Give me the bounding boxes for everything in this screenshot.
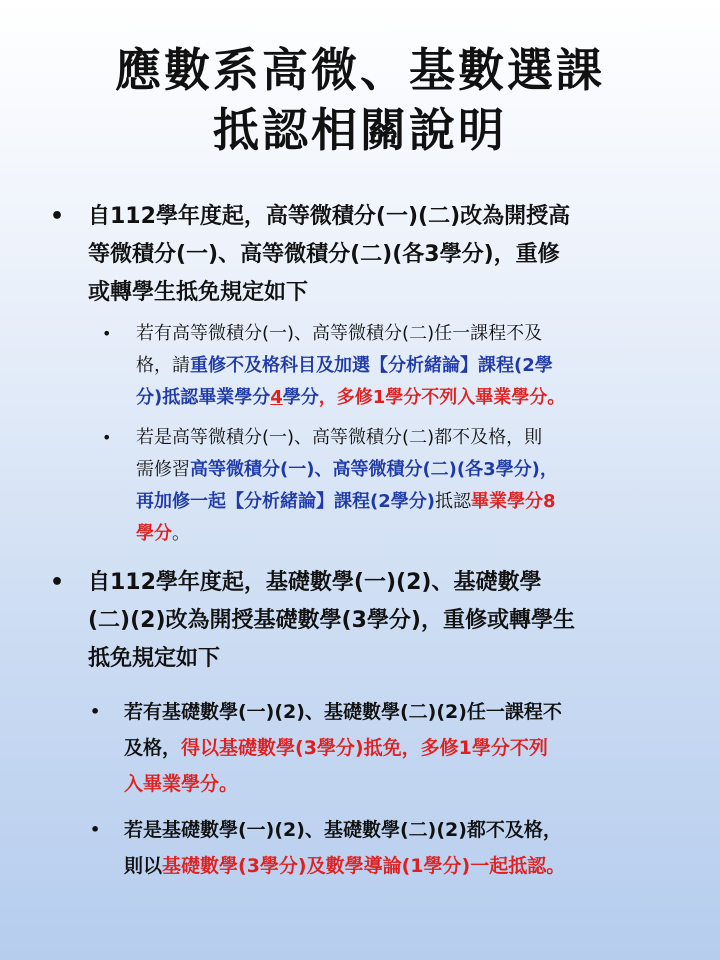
section2-item2 (90, 812, 684, 884)
s1i2-line3 (136, 486, 696, 518)
s1i2-line1: 若是高等微積分(一)、高等微積分(二)都不及格，則 (136, 427, 543, 448)
bullet-dot: • (50, 204, 65, 229)
s1i2-red-note: 畢業學分8 (470, 491, 556, 512)
s1i2-text: 抵認 (434, 491, 471, 512)
section1-item2 (102, 422, 696, 550)
s1i1-credit-number: 4 (270, 387, 283, 408)
s1i1-line2 (136, 350, 696, 382)
s1i2-highlight: 高等微積分(一)、高等微積分(二)(各3學分)， (190, 459, 558, 480)
title-line-1: 應數系高微、基數選課 (115, 43, 605, 97)
s2i2-text: 則以 (124, 855, 163, 877)
s1i1-highlight: 分)抵認畢業學分 (136, 387, 271, 408)
s2i2-line2 (124, 848, 684, 884)
title-line-2: 抵認相關說明 (213, 103, 507, 157)
s1i1-highlight: 重修不及格科目及加選【分析緒論】課程(2學 (190, 355, 553, 376)
section2-heading (50, 564, 688, 678)
s1i2-line2 (136, 454, 696, 486)
s1i1-highlight: 學分 (282, 387, 319, 408)
bullet-dot: • (90, 702, 101, 721)
s2i1-text: 及格， (124, 737, 182, 759)
section1-heading-line2: 等微積分(一)、高等微積分(二)(各3學分)，重修 (88, 242, 560, 267)
s2i1-line1: 若有基礎數學(一)(2)、基礎數學(二)(2)任一課程不 (124, 701, 562, 723)
s1i1-line1: 若有高等微積分(一)、高等微積分(二)任一課程不及 (136, 323, 543, 344)
s2i2-red-note: 基礎數學(3學分)及數學導論(1學分)一起抵認。 (162, 855, 566, 877)
s2i1-red-note: 得以基礎數學(3學分)抵免，多修1學分不列 (181, 737, 548, 759)
page-title (0, 40, 720, 160)
section1-heading (50, 198, 688, 312)
s1i2-text: 。 (172, 523, 190, 544)
bullet-dot: • (102, 428, 112, 447)
s1i2-highlight: 再加修一起【分析緒論】課程(2學分) (136, 491, 435, 512)
section2-item1 (90, 694, 684, 802)
section1-heading-line3: 或轉學生抵免規定如下 (88, 280, 309, 305)
section2-heading-line2: (二)(2)改為開授基礎數學(3學分)，重修或轉學生 (88, 608, 575, 633)
s2i2-line1: 若是基礎數學(一)(2)、基礎數學(二)(2)都不及格， (124, 819, 562, 841)
s1i1-text: 格，請 (136, 355, 190, 376)
section1-heading-line1: 自112學年度起，高等微積分(一)(二)改為開授高 (88, 204, 571, 229)
section2-heading-line3: 抵免規定如下 (88, 646, 221, 671)
s1i2-red-note: 學分 (136, 523, 172, 544)
s1i2-line4 (136, 518, 696, 550)
bullet-dot: • (90, 820, 101, 839)
section2-heading-line1: 自112學年度起，基礎數學(一)(2)、基礎數學 (88, 570, 542, 595)
bullet-dot: • (50, 570, 65, 595)
s1i2-text: 需修習 (136, 459, 190, 480)
s1i1-red-note: ，多修1學分不列入畢業學分。 (318, 387, 566, 408)
s2i1-line3: 入畢業學分。 (124, 773, 239, 795)
s2i1-line2 (124, 730, 684, 766)
bullet-dot: • (102, 324, 112, 343)
s1i1-line3 (136, 382, 696, 414)
section1-item1 (102, 318, 696, 414)
